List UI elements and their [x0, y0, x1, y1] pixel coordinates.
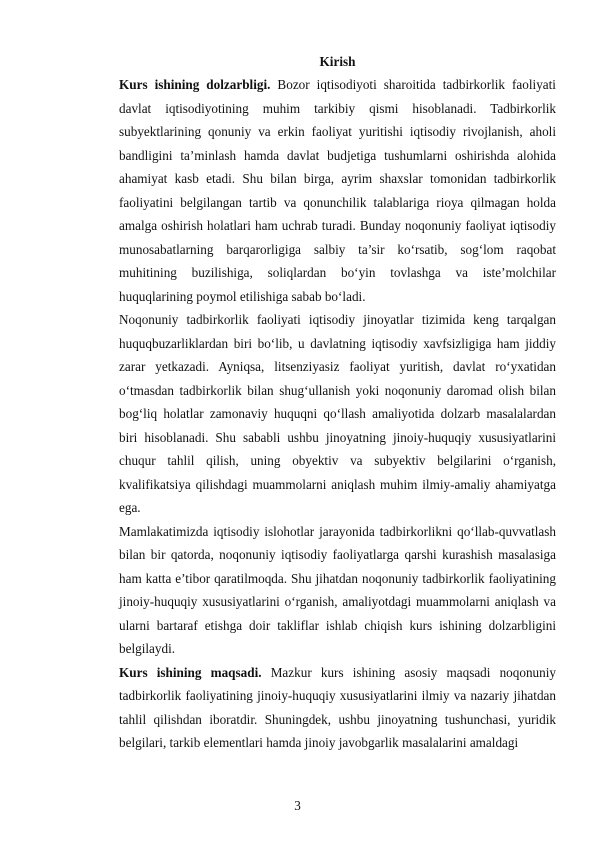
paragraph-goal [119, 661, 556, 755]
paragraph-text: Mazkur kurs ishining asosiy maqsadi noqonuniy tadbirkorlik faoliyatining jinoiy-huquqiy xususiyatlarini ilmiy va nazariy jihatdan tahlil qilishdan iboratdir. Shuningdek, ushbu jinoyatning tushunchasi, yuridik belgilari, tarkib elementlari hamda jinoiy javobgarlik masalalarini amaldagi [119, 664, 557, 750]
paragraph-lead: Kurs ishining dolzarbligi. [119, 77, 271, 92]
paragraph-text: Mamlakatimizda iqtisodiy islohotlar jarayonida tadbirkorlikni qo‘llab-quvvatlash bilan bir qatorda, noqonuniy iqtisodiy faoliyatlarga qarshi kurashish masalasiga ham katta e’tibor qaratilmoqda. Shu jihatdan noqonuniy tadbirkorlik faoliyatining jinoiy-huquqiy xususiyatlarini o‘rganish, amaliyotdagi muammolarni aniqlash va ularni bartaraf etishga doir takliflar ishlab chiqish kurs ishining dolzarbligini belgilaydi. [119, 523, 556, 656]
page-number: 3 [294, 798, 301, 813]
paragraph-relevance [119, 73, 556, 308]
paragraph-reforms [119, 520, 556, 661]
paragraph-lead: Kurs ishining maqsadi. [119, 664, 262, 680]
paragraph-text: Noqonuniy tadbirkorlik faoliyati iqtisodiy jinoyatlar tizimida keng tarqalgan huquqbuzarliklardan biri bo‘lib, u davlatning iqtisodiy xavfsizligiga ham jiddiy zarar yetkazadi. Ayniqsa, litsenziyasiz faoliyat yuritish, davlat ro‘yxatidan o‘tmasdan tadbirkorlik bilan shug‘ullanish yoki noqonuniy daromad olish bilan bog‘liq holatlar zamonaviy huquqni qo‘llash amaliyotida dolzarb masalalardan biri hisoblanadi. Shu sababli ushbu jinoyatning jinoiy-huquqiy xususiyatlarini chuqur tahlil qilish, uning obyektiv va subyektiv belgilarini o‘rganish, kvalifikatsiya qilishdagi muammolarni aniqlash muhim ilmiy-amaliy ahamiyatga ega. [119, 312, 556, 515]
document-page [119, 52, 556, 755]
paragraph-crime-overview [119, 308, 556, 520]
paragraph-text: Bozor iqtisodiyoti sharoitida tadbirkorlik faoliyati davlat iqtisodiyotining muhim tarkibiy qismi hisoblanadi. Tadbirkorlik subyektlarining qonuniy va erkin faoliyat yuritishi iqtisodiy rivojlanish, aholi bandligini ta’minlash hamda davlat budjetiga tushumlarni oshirishda alohida ahamiyat kasb etadi. Shu bilan birga, ayrim shaxslar tomonidan tadbirkorlik faoliyatini belgilangan tartib va qonunchilik talablariga rioya qilmagan holda amalga oshirish holatlari ham uchrab turadi. Bunday noqonuniy faoliyat iqtisodiy munosabatlarning barqarorligiga salbiy ta’sir ko‘rsatib, sog‘lom raqobat muhitining buzilishiga, soliqlardan bo‘yin tovlashga va iste’molchilar huquqlarining poymol etilishiga sabab bo‘ladi. [119, 77, 556, 304]
section-title: Kirish [319, 54, 356, 69]
